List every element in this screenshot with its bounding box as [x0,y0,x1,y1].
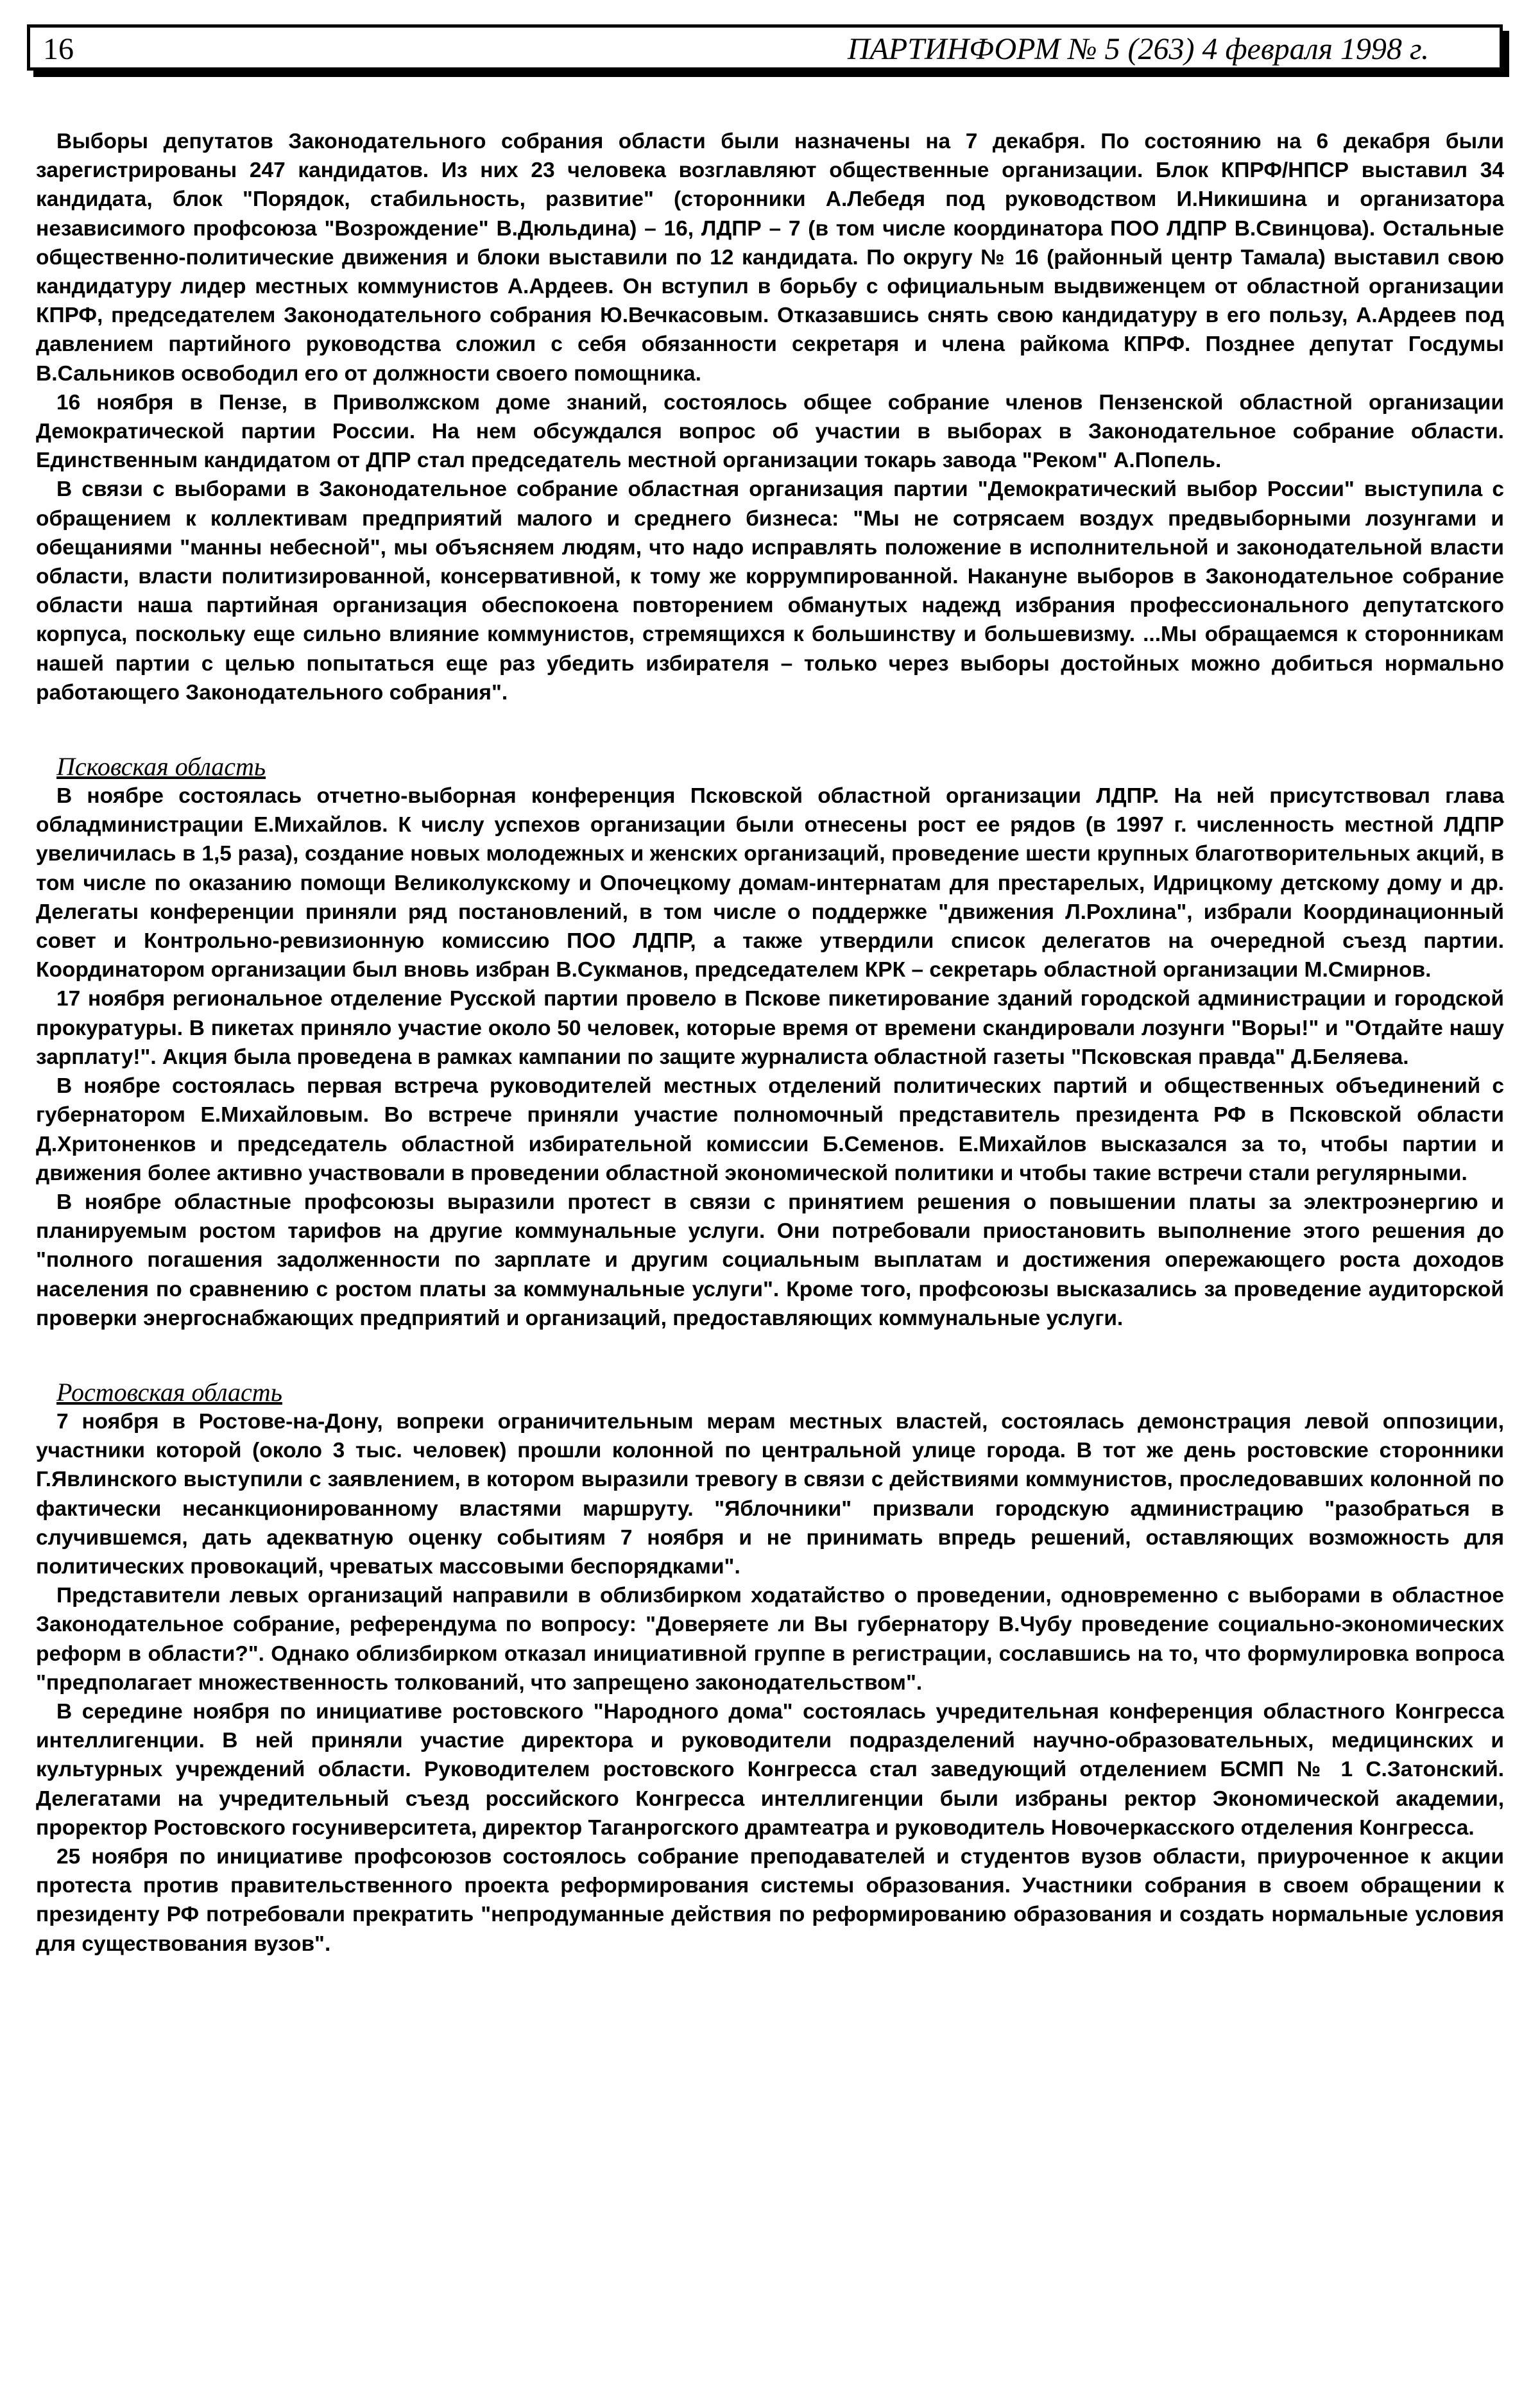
section-title-rostov: Ростовская область [56,1377,282,1407]
paragraph: 25 ноября по инициативе профсоюзов состоялось собрание преподавателей и студентов вузов области, приуроченное к акции протеста против правительственного проекта реформирования системы образования. Участники собрания в своем обращении к президенту РФ потребовали прекратить "непродуманные действия по реформированию образования и создать нормальные условия для существования вузов". [36,1844,1504,1956]
paragraph: В середине ноября по инициативе ростовского "Народного дома" состоялась учредительная конференция областного Конгресса интеллигенции. В ней приняли участие директора и руководители подразделений научно-образовательных, медицинских и культурных учреждений области. Руководителем ростовского Конгресса стал заведующий отделением БСМП № 1 С.Затонский. Делегатами на учредительный съезд российского Конгресса интеллигенции были избраны ректор Экономической академии, проректор Ростовского госуниверситета, директор Таганрогского драмтеатра и руководитель Новочеркасского отделения Конгресса. [36,1699,1504,1840]
page-header [27,24,1503,71]
page-number: 16 [43,32,74,66]
paragraph: 16 ноября в Пензе, в Приволжском доме знаний, состоялось общее собрание членов Пензенской областной организации Демократической партии России. На нем обсуждался вопрос об участии в выборах в Законодательное собрание области. Единственным кандидатом от ДПР стал председатель местной организации токарь завода "Реком" А.Попель. [36,390,1504,473]
paragraph: В ноябре областные профсоюзы выразили протест в связи с принятием решения о повышении платы за электроэнергию и планируемым ростом тарифов на другие коммунальные услуги. Они потребовали приостановить выполнение этого решения до "полного погашения задолженности по зарплате и другим социальным выплатам и достижения опережающего роста доходов населения по сравнению с ростом платы за коммунальные услуги". Кроме того, профсоюзы высказались за проведение аудиторской проверки энергоснабжающих предприятий и организаций, предоставляющих коммунальные услуги. [36,1190,1504,1330]
section-title-pskov: Псковская область [56,752,266,782]
paragraph: Выборы депутатов Законодательного собрания области были назначены на 7 декабря. По состоянию на 6 декабря были зарегистрированы 247 кандидатов. Из них 23 человека возглавляют общественные организации. Блок КПРФ/НПСР выставил 34 кандидата, блок "Порядок, стабильность, развитие" (сторонники А.Лебедя под руководством И.Никишина и организатора независимого профсоюза "Возрождение" В.Дюльдина) – 16, ЛДПР – 7 (в том числе координатора ПОО ЛДПР В.Свинцова). Остальные общественно-политические движения и блоки выставили по 12 кандидата. По округу № 16 (районный центр Тамала) выставил свою кандидатуру лидер местных коммунистов А.Ардеев. Он вступил в борьбу с официальным выдвиженцем от областной организации КПРФ, председателем Законодательного собрания Ю.Вечкасовым. Отказавшись снять свою кандидатуру в его пользу, А.Ардеев под давлением партийного руководства сложил с себя обязанности секретаря и члена райкома КПРФ. Позднее депутат Госдумы В.Сальников освободил его от должности своего помощника. [36,130,1504,386]
paragraph: В связи с выборами в Законодательное собрание областная организация партии "Демократический выбор России" выступила с обращением к коллективам предприятий малого и среднего бизнеса: "Мы не сотрясаем воздух предвыборными лозунгами и обещаниями "манны небесной", мы объясняем людям, что надо исправлять положение в исполнительной и законодательной власти области, власти политизированной, консервативной, к тому же коррумпированной. Накануне выборов в Законодательное собрание области наша партийная организация обеспокоена повторением обманутых надежд избрания профессионального депутатского корпуса, поскольку еще сильно влияние коммунистов, стремящихся к большинству и большевизму. ...Мы обращаемся к сторонникам нашей партии с целью попытаться еще раз убедить избирателя – только через выборы достойных можно добиться нормально работающего Законодательного собрания". [36,477,1504,705]
paragraph: 17 ноября региональное отделение Русской партии провело в Пскове пикетирование зданий городской администрации и городской прокуратуры. В пикетах приняло участие около 50 человек, которые время от времени скандировали лозунги "Воры!" и "Отдайте нашу зарплату!". Акция была проведена в рамках кампании по защите журналиста областной газеты "Псковская правда" Д.Беляева. [36,987,1504,1069]
paragraph: 7 ноября в Ростове-на-Дону, вопреки ограничительным мерам местных властей, состоялась демонстрация левой оппозиции, участники которой (около 3 тыс. человек) прошли колонной по центральной улице города. В тот же день ростовские сторонники Г.Явлинского выступили с заявлением, в котором выразили тревогу в связи с действиями коммунистов, проследовавших колонной по фактически несанкционированному властями маршруту. "Яблочники" призвали городскую администрацию "разобраться в случившемся, дать адекватную оценку событиям 7 ноября и не принимать впредь решений, оставляющих возможность для политических провокаций, чреватых массовыми беспорядками". [36,1409,1504,1579]
issue-info: ПАРТИНФОРМ № 5 (263) 4 февраля 1998 г. [847,32,1429,66]
paragraph: Представители левых организаций направили в облизбирком ходатайство о проведении, одновременно с выборами в областное Законодательное собрание, референдума по вопросу: "Доверяете ли Вы губернатору В.Чубу проведение социально-экономических реформ в области?". Однако облизбирком отказал инициативной группе в регистрации, сославшись на то, что формулировка вопроса "предполагает множественность толкований, что запрещено законодательством". [36,1584,1504,1695]
paragraph: В ноябре состоялась отчетно-выборная конференция Псковской областной организации ЛДПР. На ней присутствовал глава обладминистрации Е.Михайлов. К числу успехов организации были отнесены рост ее рядов (в 1997 г. численность местной ЛДПР увеличилась в 1,5 раза), создание новых молодежных и женских организаций, проведение шести крупных благотворительных акций, в том числе по оказанию помощи Великолукскому и Опочецкому домам-интернатам для престарелых, Идрицкому детскому дому и др. Делегаты конференции приняли ряд постановлений, в том числе о поддержке "движения Л.Рохлина", избрали Координационный совет и Контрольно-ревизионную комиссию ПОО ЛДПР, а также утвердили список делегатов на очередной съезд партии. Координатором организации был вновь избран В.Сукманов, председателем КРК – секретарь областной организации М.Смирнов. [36,784,1504,982]
article-body [36,127,1504,1958]
paragraph: В ноябре состоялась первая встреча руководителей местных отделений политических партий и общественных объединений с губернатором Е.Михайловым. Во встрече приняли участие полномочный представитель президента РФ в Псковской области Д.Хритоненков и председатель областной избирательной комиссии Б.Семенов. Е.Михайлов высказался за то, чтобы партии и движения более активно участвовали в проведении областной экономической политики и чтобы такие встречи стали регулярными. [36,1074,1504,1185]
